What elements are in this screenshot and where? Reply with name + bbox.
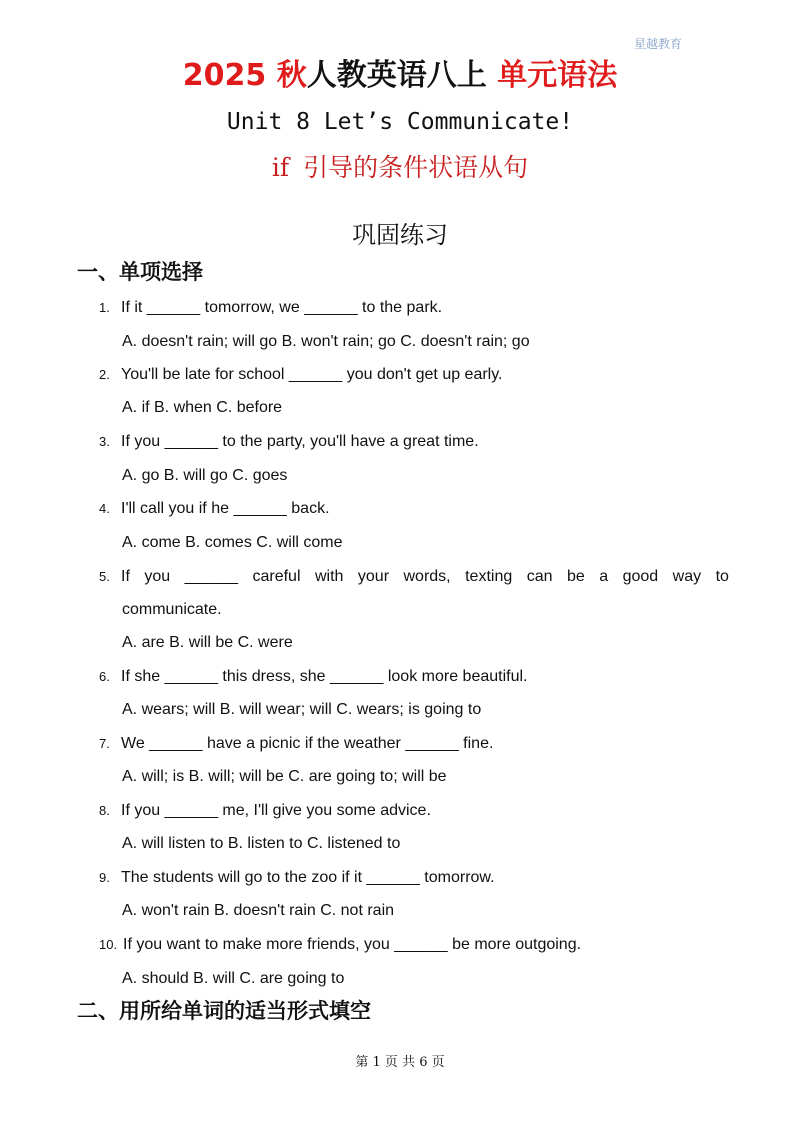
watermark: 星越教育 xyxy=(634,37,683,51)
title-course: 人教英语八上 xyxy=(306,58,487,93)
question-text: If you want to make more friends, you ______ be more outgoing. xyxy=(123,936,582,953)
document-title xyxy=(0,56,800,96)
question-word: If xyxy=(121,568,130,585)
question-item xyxy=(99,432,729,452)
question-options: A. doesn't rain; will go B. won't rain; go C. doesn't rain; go xyxy=(122,333,530,350)
question-word: your xyxy=(357,568,390,585)
title-topic-type: 单元语法 xyxy=(497,58,618,93)
question-word: you xyxy=(144,568,171,585)
question-word: way xyxy=(672,568,702,585)
question-word: texting xyxy=(465,568,513,585)
part1-heading: 一、单项选择 xyxy=(77,260,203,284)
question-text: You'll be late for school ______ you don't get up early. xyxy=(121,366,503,383)
question-item xyxy=(99,667,729,687)
question-word: words, xyxy=(403,568,451,585)
question-text: I'll call you if he ______ back. xyxy=(121,500,330,517)
question-item xyxy=(99,499,729,519)
unit-title: Unit 8 Let’s Communicate! xyxy=(226,109,574,135)
question-text: If she ______ this dress, she ______ look more beautiful. xyxy=(121,668,528,685)
question-options: A. if B. when C. before xyxy=(122,399,283,416)
question-options: A. will listen to B. listen to C. listened to xyxy=(122,835,401,852)
question-number: 4. xyxy=(99,501,110,516)
question-text-continuation: communicate. xyxy=(122,601,222,618)
question-item xyxy=(99,567,729,618)
title-year-season: 2025 秋 xyxy=(182,58,307,93)
question-word: ______ xyxy=(184,568,239,585)
question-text: The students will go to the zoo if it ______ tomorrow. xyxy=(121,869,495,886)
question-word: good xyxy=(622,568,659,585)
question-options: A. go B. will go C. goes xyxy=(122,467,288,484)
grammar-topic-text: 引导的条件状语从句 xyxy=(303,153,529,182)
question-text: If you ______ me, I'll give you some advice. xyxy=(121,802,431,819)
question-number: 7. xyxy=(99,736,110,751)
question-word: careful xyxy=(252,568,301,585)
question-item xyxy=(99,868,729,888)
question-word: to xyxy=(715,568,729,585)
question-options: A. should B. will C. are going to xyxy=(122,970,345,987)
question-options: A. will; is B. will; will be C. are going to; will be xyxy=(122,768,447,785)
question-number: 1. xyxy=(99,300,110,315)
question-text: If you ______ to the party, you'll have a great time. xyxy=(121,433,479,450)
page-footer: 第 1 页 共 6 页 xyxy=(355,1055,445,1070)
question-number: 10. xyxy=(99,937,118,952)
question-options: A. are B. will be C. were xyxy=(122,634,293,651)
question-word: a xyxy=(599,568,609,585)
question-number: 2. xyxy=(99,367,110,382)
question-text: We ______ have a picnic if the weather ______ fine. xyxy=(121,735,494,752)
grammar-topic-keyword: if xyxy=(271,153,290,182)
question-word: be xyxy=(566,568,585,585)
question-number: 3. xyxy=(99,434,110,449)
question-item xyxy=(99,298,729,318)
question-text-line xyxy=(99,567,729,587)
part2-heading: 二、用所给单词的适当形式填空 xyxy=(77,999,371,1023)
question-number: 5. xyxy=(99,569,110,584)
question-item xyxy=(99,365,729,385)
question-options: A. come B. comes C. will come xyxy=(122,534,343,551)
grammar-topic xyxy=(0,151,800,185)
question-text: If it ______ tomorrow, we ______ to the park. xyxy=(121,299,443,316)
question-number: 9. xyxy=(99,870,110,885)
question-item xyxy=(99,935,729,955)
question-options: A. wears; will B. will wear; will C. wears; is going to xyxy=(122,701,482,718)
question-item xyxy=(99,734,729,754)
question-number: 6. xyxy=(99,669,110,684)
question-item xyxy=(99,801,729,821)
section-title: 巩固练习 xyxy=(352,221,448,249)
question-word: with xyxy=(314,568,344,585)
question-options: A. won't rain B. doesn't rain C. not rain xyxy=(122,902,395,919)
question-number: 8. xyxy=(99,803,110,818)
question-word: can xyxy=(526,568,553,585)
